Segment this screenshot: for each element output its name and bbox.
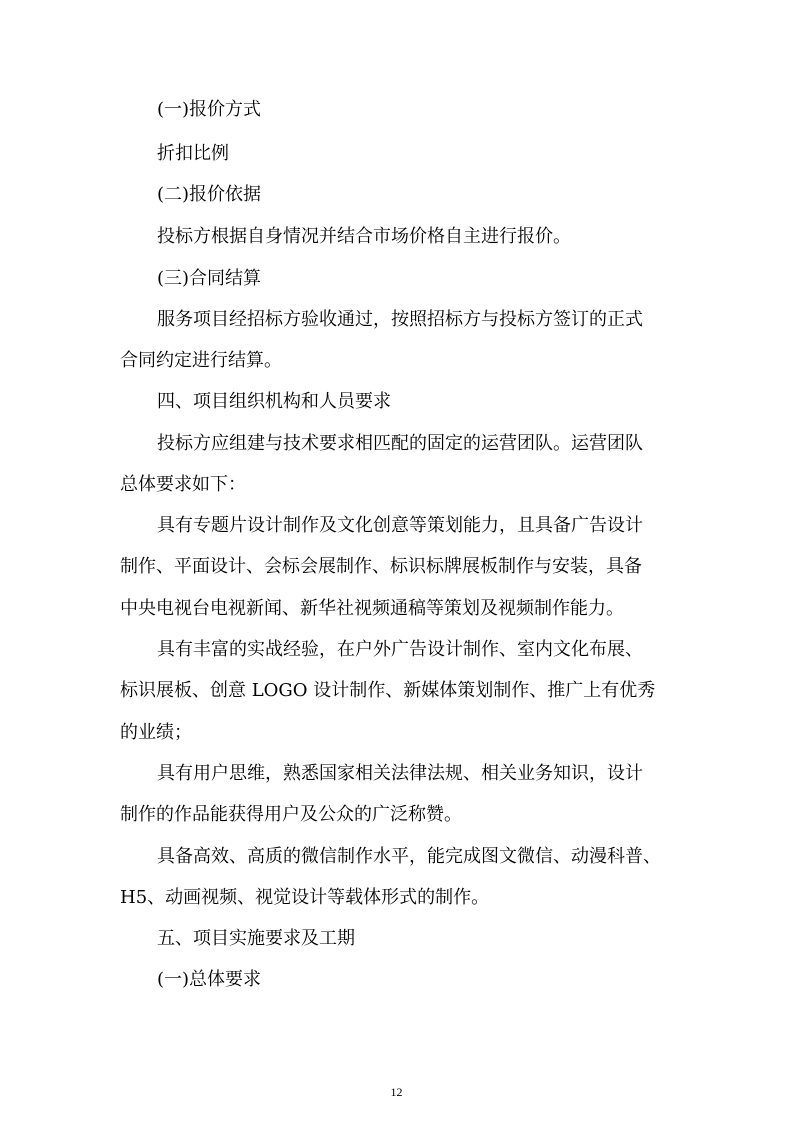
paragraph-user-thinking-line-2: 制作的作品能获得用户及公众的广泛称赞。	[120, 804, 462, 825]
paragraph-wechat-line-2: H5、动画视频、视觉设计等载体形式的制作。	[120, 887, 490, 908]
paragraph-capability-line-3: 中央电视台电视新闻、新华社视频通稿等策划及视频制作能力。	[120, 598, 624, 619]
paragraph-settlement-line-2: 合同约定进行结算。	[120, 350, 282, 371]
heading-implementation-schedule: 五、项目实施要求及工期	[157, 928, 355, 949]
paragraph-settlement-line-1: 服务项目经招标方验收通过，按照招标方与投标方签订的正式	[157, 309, 643, 330]
paragraph-experience-line-1: 具有丰富的实战经验，在户外广告设计制作、室内文化布展、	[157, 639, 643, 660]
heading-quote-method: (一)报价方式	[157, 99, 262, 120]
paragraph-quote-basis: 投标方根据自身情况并结合市场价格自主进行报价。	[157, 226, 571, 247]
paragraph-team-line-1: 投标方应组建与技术要求相匹配的固定的运营团队。运营团队	[157, 433, 643, 454]
heading-contract-settlement: (三)合同结算	[157, 268, 262, 289]
heading-organization-staff: 四、项目组织机构和人员要求	[157, 391, 391, 412]
paragraph-discount-ratio: 折扣比例	[157, 143, 229, 164]
heading-general-requirements: (一)总体要求	[157, 969, 262, 990]
paragraph-team-line-2: 总体要求如下：	[120, 474, 246, 495]
paragraph-wechat-line-1: 具备高效、高质的微信制作水平，能完成图文微信、动漫科普、	[157, 846, 661, 867]
heading-quote-basis: (二)报价依据	[157, 184, 262, 205]
paragraph-user-thinking-line-1: 具有用户思维，熟悉国家相关法律法规、相关业务知识，设计	[157, 763, 643, 784]
paragraph-capability-line-2: 制作、平面设计、会标会展制作、标识标牌展板制作与安装，具备	[120, 556, 642, 577]
paragraph-experience-line-3: 的业绩；	[120, 722, 192, 743]
page-number: 12	[390, 1085, 403, 1099]
paragraph-capability-line-1: 具有专题片设计制作及文化创意等策划能力，且具备广告设计	[157, 515, 643, 536]
paragraph-experience-line-2: 标识展板、创意 LOGO 设计制作、新媒体策划制作、推广上有优秀	[120, 680, 656, 701]
